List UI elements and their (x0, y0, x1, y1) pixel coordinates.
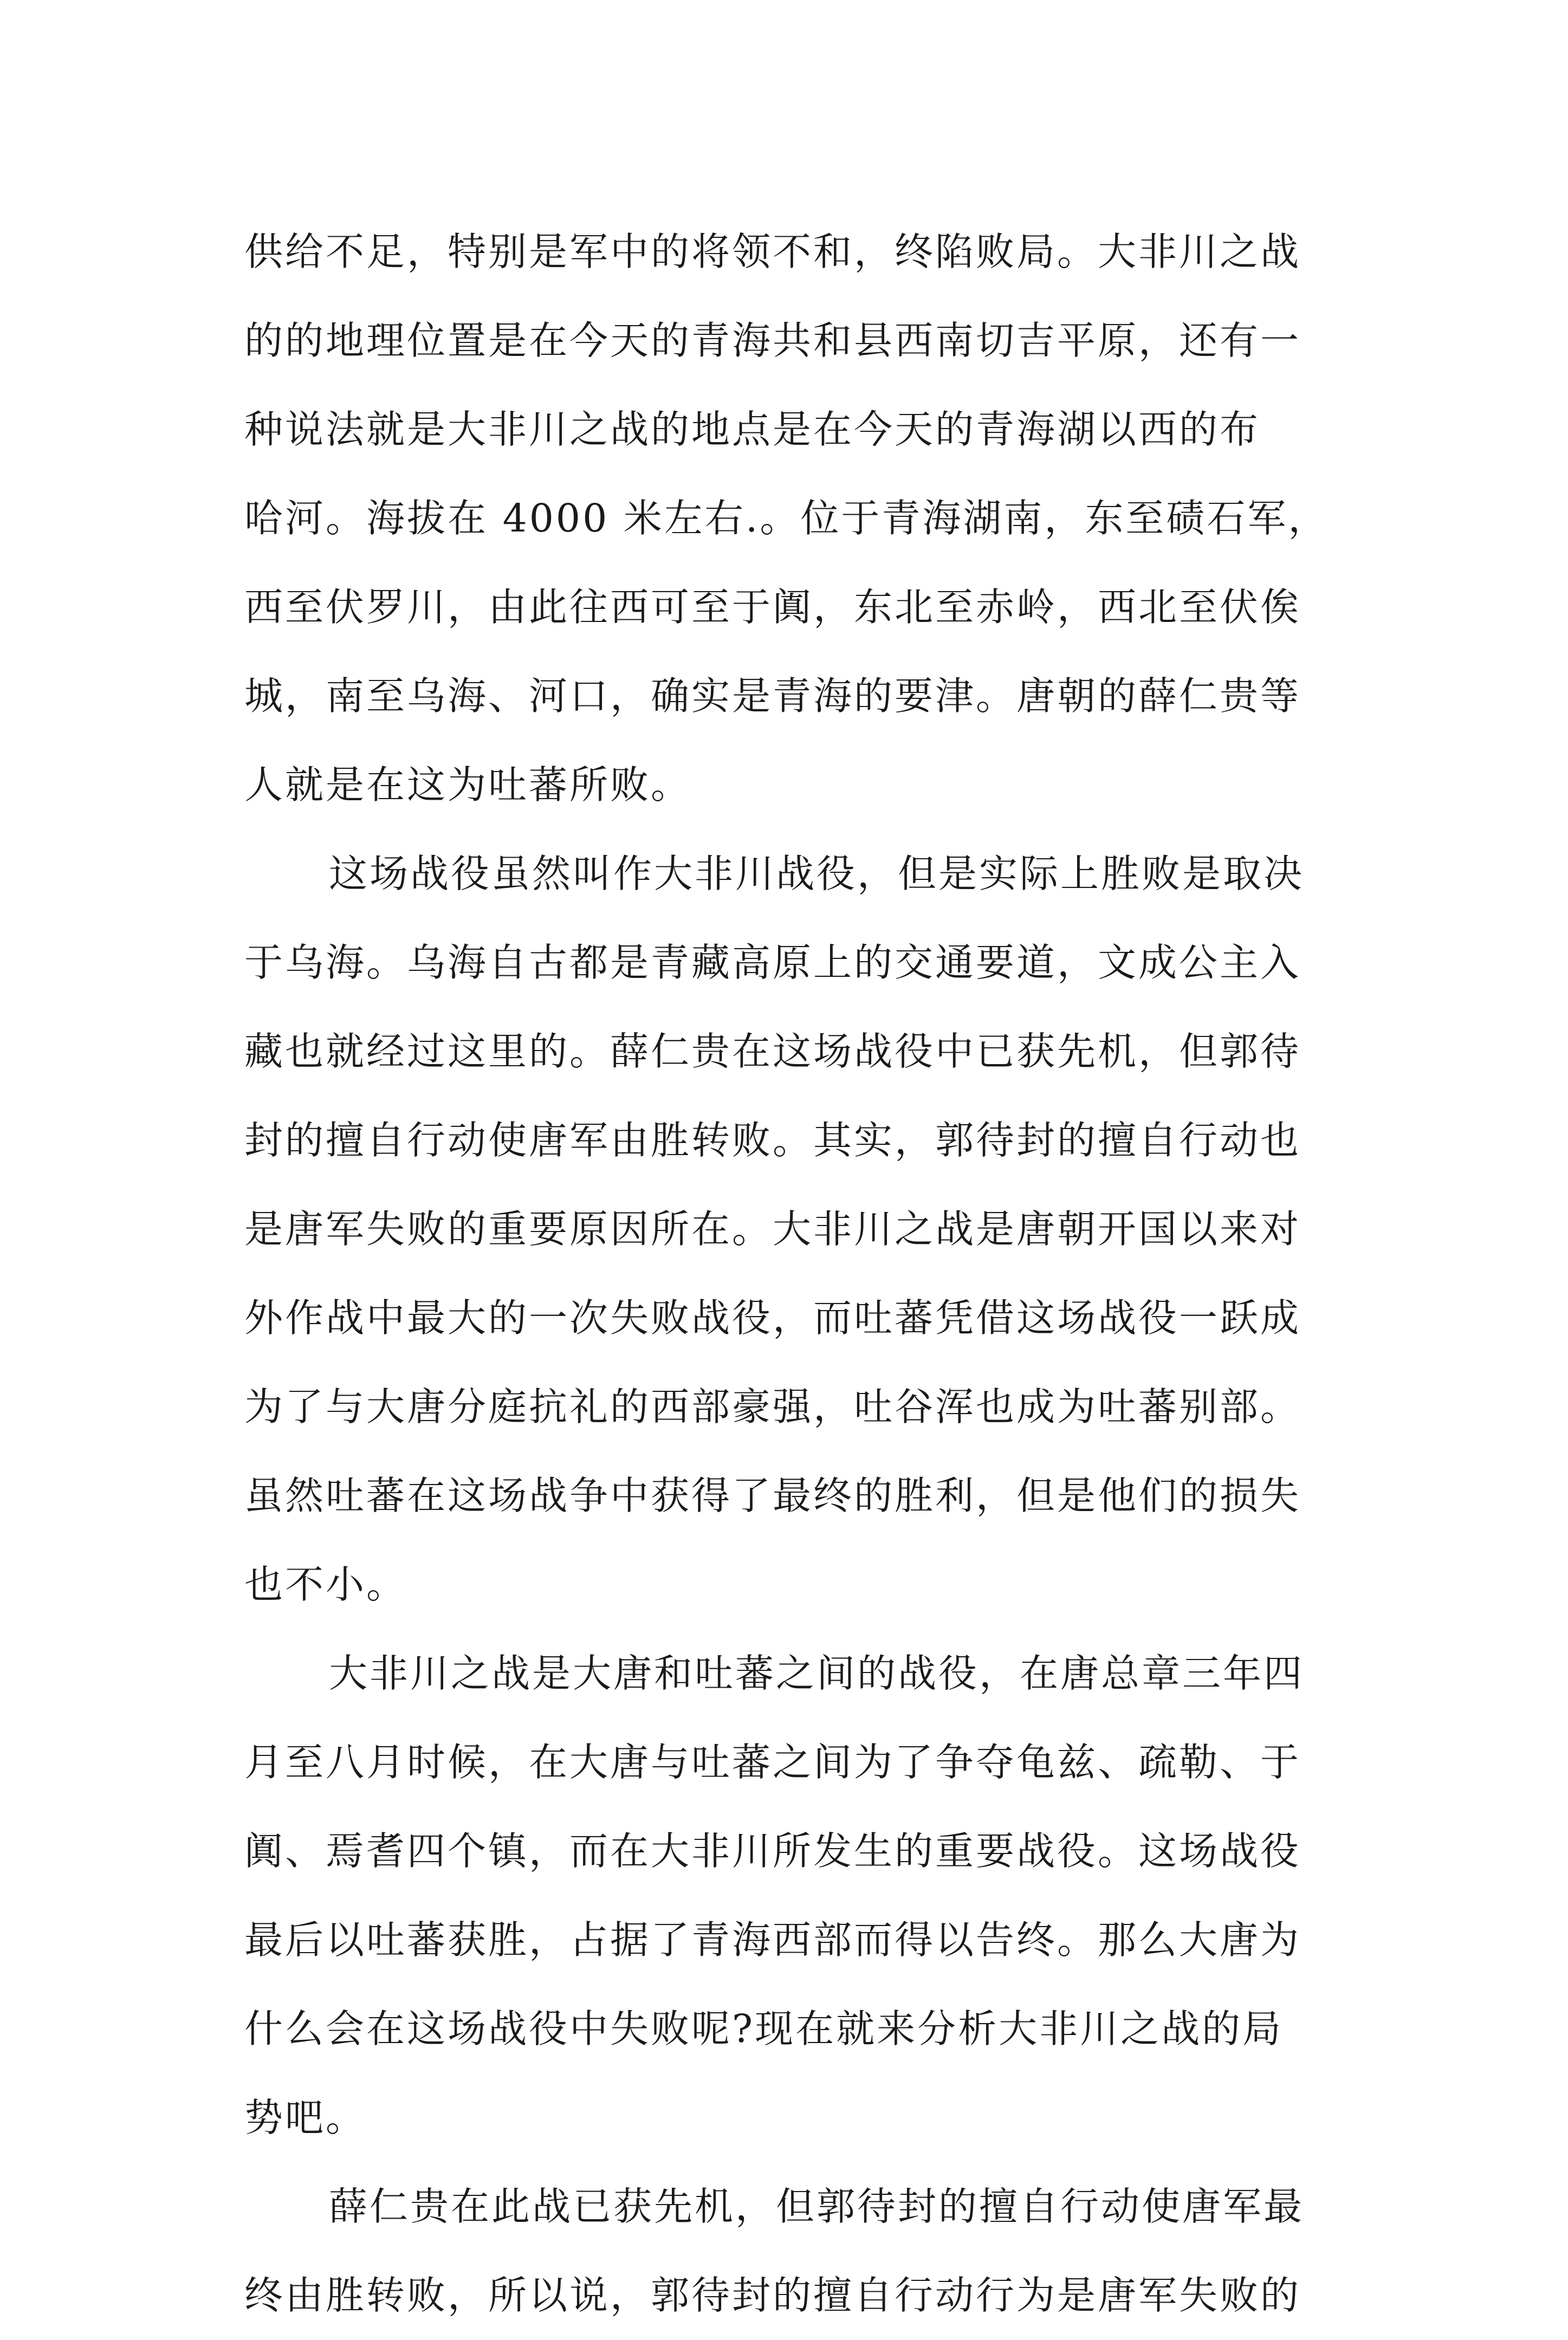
body-text (244, 208, 1350, 2340)
text-line: 种说法就是大非川之战的地点是在今天的青海湖以西的布 (244, 407, 1261, 452)
text-line: 外作战中最大的一次失败战役，而吐蕃凭借这场战役一跃成 (244, 1295, 1301, 1340)
text-line: 什么会在这场战役中失败呢?现在就来分析大非川之战的局 (244, 2006, 1284, 2051)
text-line: 终由胜转败，所以说，郭待封的擅自行动行为是唐军失败的 (244, 2273, 1301, 2318)
text-line: 人就是在这为吐蕃所败。 (244, 762, 692, 807)
text-line: 于乌海。乌海自古都是青藏高原上的交通要道，文成公主入 (244, 940, 1301, 985)
text-line: 最后以吐蕃获胜，占据了青海西部而得以告终。那么大唐为 (244, 1917, 1301, 1962)
text-line: 虽然吐蕃在这场战争中获得了最终的胜利，但是他们的损失 (244, 1473, 1301, 1518)
text-line: 是唐军失败的重要原因所在。大非川之战是唐朝开国以来对 (244, 1207, 1301, 1252)
text-line: 供给不足，特别是军中的将领不和，终陷败局。大非川之战 (244, 229, 1301, 274)
text-line: 为了与大唐分庭抗礼的西部豪强，吐谷浑也成为吐蕃别部。 (244, 1384, 1301, 1429)
paragraph-first-line: 薛仁贵在此战已获先机，但郭待封的擅自行动使唐军最 (329, 2184, 1305, 2229)
text-line: 势吧。 (244, 2095, 367, 2140)
text-line: 西至伏罗川，由此往西可至于阗，东北至赤岭，西北至伏俟 (244, 585, 1301, 630)
text-line: 月至八月时候，在大唐与吐蕃之间为了争夺龟兹、疏勒、于 (244, 1740, 1301, 1785)
text-line: 藏也就经过这里的。薛仁贵在这场战役中已获先机，但郭待 (244, 1029, 1301, 1074)
text-line: 的的地理位置是在今天的青海共和县西南切吉平原，还有一 (244, 318, 1301, 363)
paragraph-first-line: 大非川之战是大唐和吐蕃之间的战役，在唐总章三年四 (329, 1651, 1305, 1696)
text-line: 也不小。 (244, 1562, 407, 1607)
text-line: 封的擅自行动使唐军由胜转败。其实，郭待封的擅自行动也 (244, 1118, 1301, 1163)
text-line: 城，南至乌海、河口，确实是青海的要津。唐朝的薛仁贵等 (244, 673, 1301, 718)
text-line: 哈河。海拔在 4000 米左右.。位于青海湖南，东至碛石军， (244, 496, 1329, 541)
text-line: 阗、焉耆四个镇，而在大非川所发生的重要战役。这场战役 (244, 1829, 1301, 1874)
paragraph-first-line: 这场战役虽然叫作大非川战役，但是实际上胜败是取决 (329, 851, 1305, 896)
